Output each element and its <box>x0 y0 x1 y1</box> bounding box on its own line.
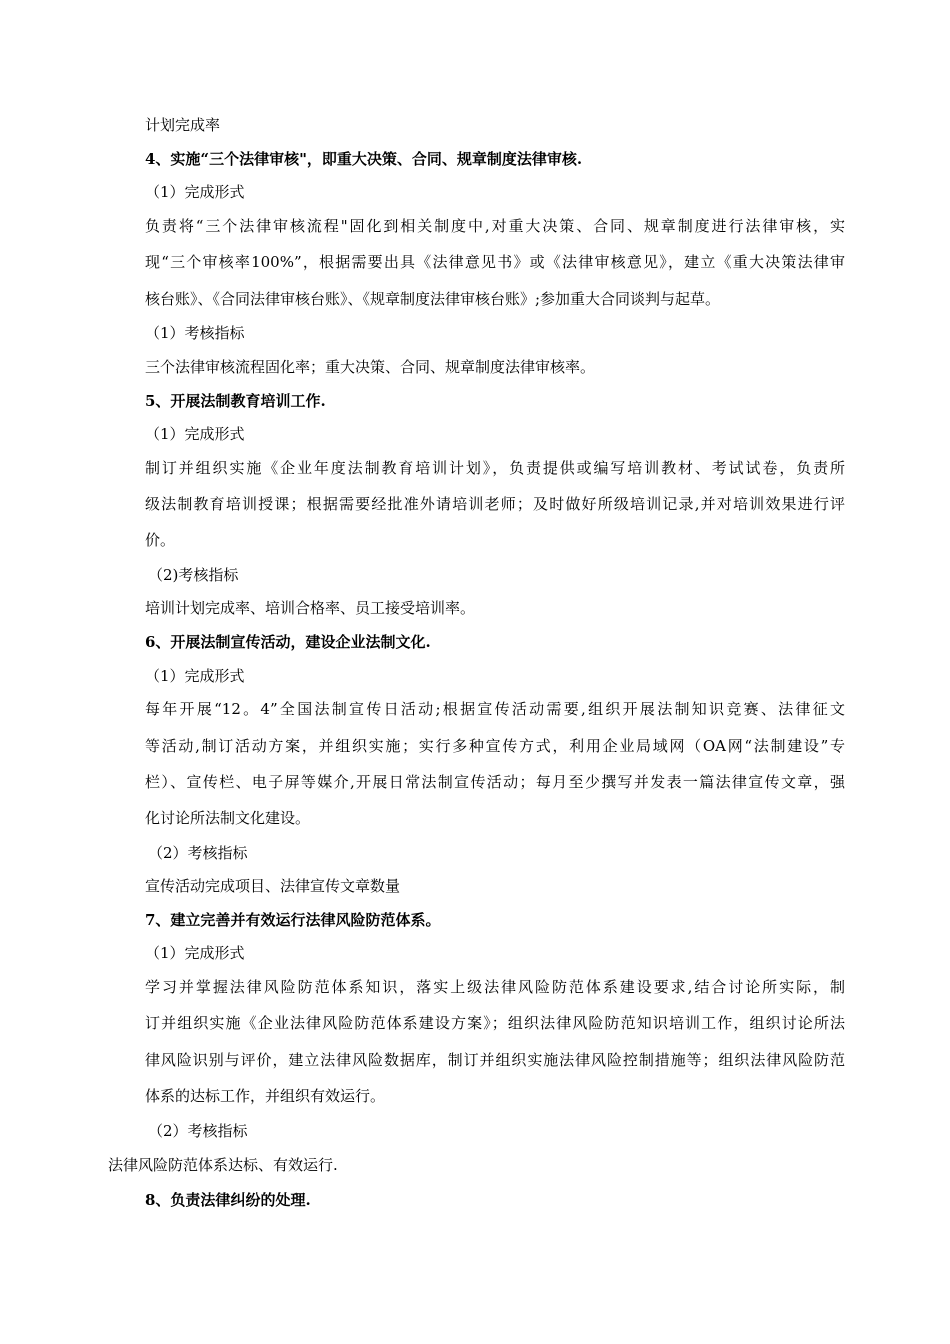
paragraph-line: 级法制教育培训授课；根据需要经批准外请培训老师；及时做好所级培训记录,并对培训效果进行评 <box>145 495 845 513</box>
paragraph-line: 学习并掌握法律风险防范体系知识，落实上级法律风险防范体系建设要求,结合讨论所实际，制 <box>145 978 845 996</box>
paragraph-line: 栏）、宣传栏、电子屏等媒介,开展日常法制宣传活动；每月至少撰写并发表一篇法律宣传文章，强 <box>145 773 845 791</box>
subheading: （1）完成形式 <box>145 425 245 443</box>
subheading: （2）考核指标 <box>148 844 248 862</box>
subheading: （2)考核指标 <box>148 566 239 584</box>
section-heading: 5、开展法制教育培训工作. <box>145 392 326 410</box>
subheading: （1）完成形式 <box>145 183 245 201</box>
paragraph-line: 法律风险防范体系达标、有效运行. <box>108 1156 338 1174</box>
paragraph-line: 订并组织实施《企业法律风险防范体系建设方案》；组织法律风险防范知识培训工作，组织讨论所法 <box>145 1014 845 1032</box>
subheading: （1）完成形式 <box>145 667 245 685</box>
paragraph-line: 化讨论所法制文化建设。 <box>145 809 311 827</box>
section-heading: 8、负责法律纠纷的处理. <box>145 1191 311 1209</box>
paragraph-line: 体系的达标工作，并组织有效运行。 <box>145 1087 386 1105</box>
paragraph-line: 等活动,制订活动方案，并组织实施；实行多种宣传方式，利用企业局域网（OA网“法制建设”专 <box>145 737 845 755</box>
section-heading: 7、建立完善并有效运行法律风险防范体系。 <box>145 911 441 929</box>
subheading: （1）考核指标 <box>145 324 245 342</box>
paragraph-line: 现“三个审核率100%”，根据需要出具《法律意见书》或《法律审核意见》，建立《重大决策法律审 <box>145 253 845 271</box>
paragraph-line: 宣传活动完成项目、法律宣传文章数量 <box>145 877 401 895</box>
paragraph-line: 核台账》、《合同法律审核台账》、《规章制度法律审核台账》;参加重大合同谈判与起草。 <box>145 290 721 308</box>
paragraph-line: 价。 <box>145 531 176 549</box>
subheading: （1）完成形式 <box>145 944 245 962</box>
section-heading: 4、实施“三个法律审核"，即重大决策、合同、规章制度法律审核. <box>145 150 583 168</box>
paragraph-line: 负责将“三个法律审核流程"固化到相关制度中,对重大决策、合同、规章制度进行法律审核，实 <box>145 217 845 235</box>
paragraph-line: 制订并组织实施《企业年度法制教育培训计划》，负责提供或编写培训教材、考试试卷，负责所 <box>145 459 845 477</box>
paragraph-line: 律风险识别与评价，建立法律风险数据库，制订并组织实施法律风险控制措施等；组织法律风险防范 <box>145 1051 845 1069</box>
subheading: （2）考核指标 <box>148 1122 248 1140</box>
paragraph-line: 三个法律审核流程固化率；重大决策、合同、规章制度法律审核率。 <box>145 358 596 376</box>
paragraph-line: 培训计划完成率、培训合格率、员工接受培训率。 <box>145 599 476 617</box>
section-heading: 6、开展法制宣传活动，建设企业法制文化. <box>145 633 431 651</box>
paragraph-line: 每年开展“12。4”全国法制宣传日活动;根据宣传活动需要,组织开展法制知识竞赛、法律征文 <box>145 700 845 718</box>
paragraph-line: 计划完成率 <box>145 116 221 134</box>
